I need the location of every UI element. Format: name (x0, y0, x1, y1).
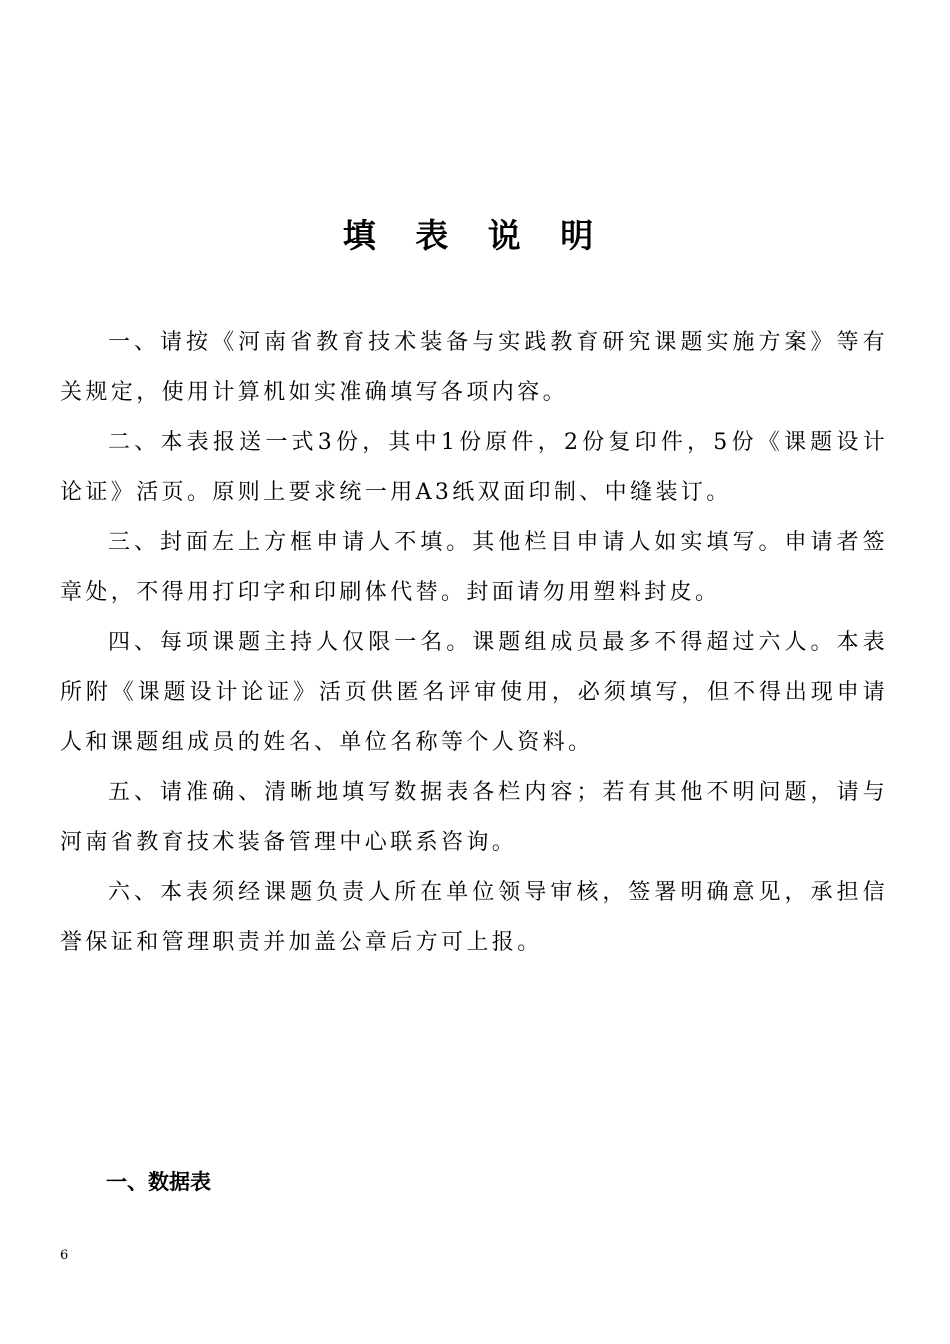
instruction-paragraph-3: 三、封面左上方框申请人不填。其他栏目申请人如实填写。申请者签章处，不得用打印字和印刷体代替。封面请勿用塑料封皮。 (60, 530, 888, 605)
page-number: 6 (60, 1248, 69, 1263)
section-heading: 一、数据表 (106, 1170, 211, 1194)
instruction-paragraph-1: 一、请按《河南省教育技术装备与实践教育研究课题实施方案》等有关规定，使用计算机如实准确填写各项内容。 (60, 330, 888, 405)
instructions-body (60, 318, 888, 968)
instruction-paragraph-4: 四、每项课题主持人仅限一名。课题组成员最多不得超过六人。本表所附《课题设计论证》活页供匿名评审使用，必须填写，但不得出现申请人和课题组成员的姓名、单位名称等个人资料。 (60, 630, 888, 755)
instruction-paragraph-6: 六、本表须经课题负责人所在单位领导审核，签署明确意见，承担信誉保证和管理职责并加盖公章后方可上报。 (60, 880, 888, 955)
instruction-paragraph-2: 二、本表报送一式3份，其中1份原件，2份复印件，5份《课题设计论证》活页。原则上要求统一用A3纸双面印制、中缝装订。 (60, 430, 888, 505)
instruction-paragraph-5: 五、请准确、清晰地填写数据表各栏内容；若有其他不明问题，请与河南省教育技术装备管理中心联系咨询。 (60, 780, 888, 855)
page-title: 填 表 说 明 (342, 216, 608, 255)
